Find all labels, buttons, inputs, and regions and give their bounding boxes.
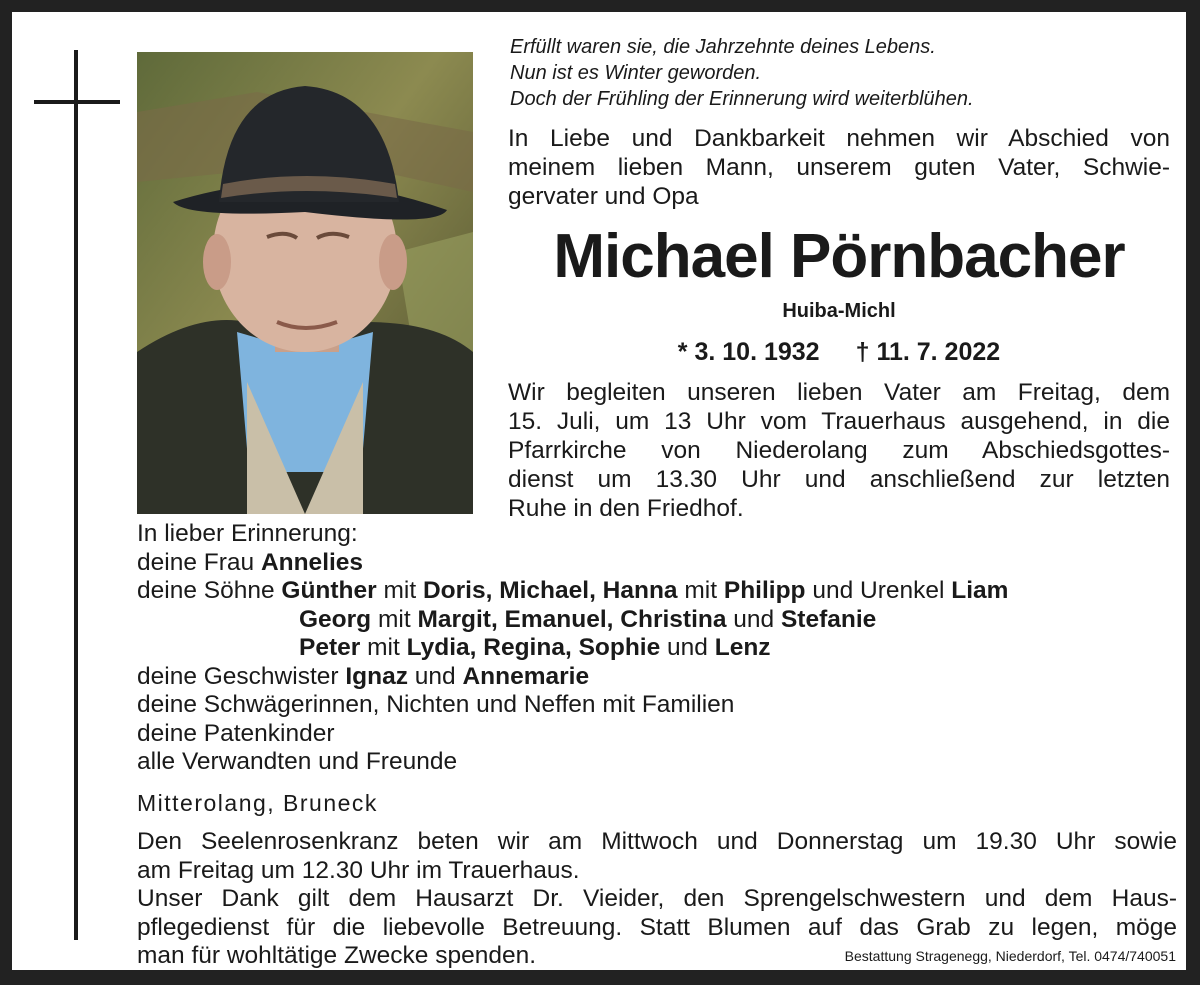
- mourners-list: [137, 520, 1177, 777]
- mourner-son-1: deine Söhne Günther mit Doris, Michael, Hanna mit Philipp und Urenkel Liam: [137, 577, 1009, 604]
- death-date: † 11. 7. 2022: [855, 338, 1001, 366]
- funeral-line: Pfarrkirche von Niederolang zum Abschiedsgottes-: [508, 437, 1170, 464]
- funeral-line: 15. Juli, um 13 Uhr vom Trauerhaus ausgehend, in die: [508, 408, 1170, 435]
- portrait-photo: [137, 52, 473, 514]
- cross-icon-vertical: [74, 50, 78, 940]
- mourner-wife: deine Frau Annelies: [137, 548, 364, 576]
- funeral-info: [508, 378, 1170, 523]
- closing-line: man für wohltätige Zwecke spenden.: [137, 942, 537, 969]
- intro-text: [508, 124, 1170, 211]
- poem-line: Erfüllt waren sie, die Jahrzehnte deines Lebens.: [510, 36, 936, 58]
- mourner-inlaws: deine Schwägerinnen, Nichten und Neffen mit Familien: [137, 691, 735, 718]
- mourners-heading: In lieber Erinnerung:: [137, 520, 358, 547]
- closing-line: pflegedienst für die liebevolle Betreuung. Statt Blumen auf das Grab zu legen, möge: [137, 913, 1177, 941]
- intro-line: gervater und Opa: [508, 183, 699, 210]
- funeral-line: dienst um 13.30 Uhr und anschließend zur letzten: [508, 466, 1170, 493]
- intro-line: In Liebe und Dankbarkeit nehmen wir Abschied von: [508, 125, 1170, 152]
- mourner-siblings: deine Geschwister Ignaz und Annemarie: [137, 662, 590, 690]
- mourner-relatives: alle Verwandten und Freunde: [137, 748, 458, 775]
- poem-line: Doch der Frühling der Erinnerung wird weiterblühen.: [510, 88, 974, 110]
- cross-icon-horizontal: [34, 100, 120, 104]
- birth-date: * 3. 10. 1932: [677, 338, 820, 366]
- mourner-godchildren: deine Patenkinder: [137, 719, 335, 747]
- funeral-line: Ruhe in den Friedhof.: [508, 495, 744, 522]
- funeral-home-credit: Bestattung Stragenegg, Niederdorf, Tel. 0474/740051: [844, 948, 1176, 964]
- poem: [510, 34, 1170, 112]
- closing-line: Den Seelenrosenkranz beten wir am Mittwoch und Donnerstag um 19.30 Uhr sowie: [137, 828, 1177, 855]
- funeral-line: Wir begleiten unseren lieben Vater am Freitag, dem: [508, 379, 1170, 406]
- poem-line: Nun ist es Winter geworden.: [510, 62, 762, 84]
- deceased-nickname: Huiba-Michl: [782, 300, 896, 322]
- life-dates: [508, 338, 1170, 367]
- obituary-notice: [10, 10, 1188, 972]
- mourner-son-2: Georg mit Margit, Emanuel, Christina und Stefanie: [299, 605, 877, 633]
- portrait-illustration: [137, 52, 473, 514]
- closing-line: am Freitag um 12.30 Uhr im Trauerhaus.: [137, 856, 580, 884]
- closing-line: Unser Dank gilt dem Hausarzt Dr. Vieider, den Sprengelschwestern und dem Haus-: [137, 885, 1177, 912]
- deceased-name: Michael Pörnbacher: [553, 222, 1125, 291]
- place-names: Mitterolang, Bruneck: [137, 790, 378, 816]
- mourner-son-3: Peter mit Lydia, Regina, Sophie und Lenz: [299, 634, 771, 661]
- intro-line: meinem lieben Mann, unserem guten Vater, Schwie-: [508, 154, 1170, 181]
